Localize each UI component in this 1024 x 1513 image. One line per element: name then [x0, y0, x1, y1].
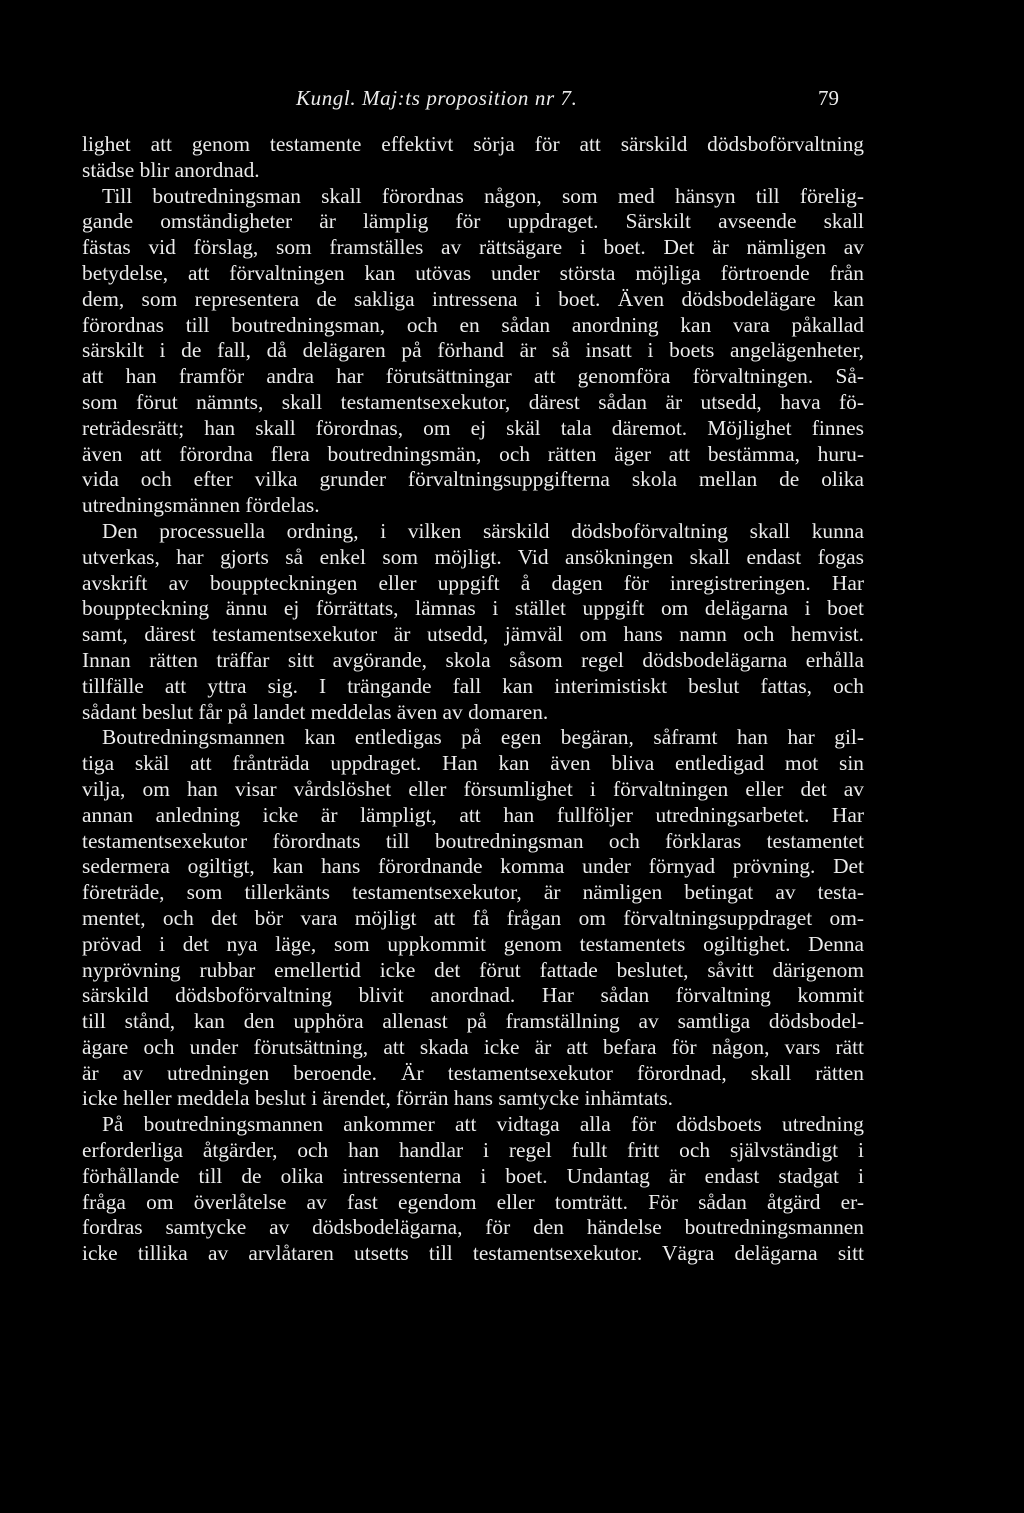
text-line: som förut nämnts, skall testamentsexekutor, därest sådan är utsedd, hava fö-	[82, 389, 864, 414]
text-line: Den processuella ordning, i vilken särskild dödsboförvaltning skall kunna	[102, 518, 864, 543]
page-number: 79	[818, 86, 839, 110]
text-line: fordras samtycke av dödsbodelägarna, för den händelse boutredningsmannen	[82, 1215, 864, 1240]
text-line: testamentsexekutor förordnats till boutredningsman och förklaras testamentet	[82, 828, 864, 853]
text-line: att han framför andra har förutsättningar att genomföra förvaltningen. Så-	[82, 364, 864, 389]
text-line: företräde, som tillerkänts testamentsexekutor, är nämligen betingat av testa-	[82, 880, 864, 905]
text-line: icke tillika av arvlåtaren utsetts till testamentsexekutor. Vägra delägarna sitt	[82, 1241, 864, 1266]
text-line: fästas vid förslag, som framställes av rättsägare i boet. Det är nämligen av	[82, 235, 864, 260]
page-header	[0, 86, 1024, 116]
text-line: gande omständigheter är lämplig för uppdraget. Särskilt avseende skall	[82, 209, 864, 234]
text-line: särskilt i de fall, då delägaren på förhand är så insatt i boets angelägenheter,	[82, 338, 864, 363]
text-line: sedermera ogiltigt, kan hans förordnande komma under förnyad prövning. Det	[82, 854, 864, 879]
text-line: lighet att genom testamente effektivt sörja för att särskild dödsboförvaltning	[82, 132, 864, 156]
text-line: nyprövning rubbar emellertid icke det förut fattade beslutet, såvitt därigenom	[82, 957, 864, 982]
text-line: betydelse, att förvaltningen kan utövas under största möjliga förtroende från	[82, 260, 864, 285]
text-line: vilja, om han visar vårdslöshet eller försumlighet i förvaltningen eller det av	[82, 776, 864, 801]
text-line: samt, därest testamentsexekutor är utsedd, jämväl om hans namn och hemvist.	[82, 622, 864, 647]
text-line: dem, som representera de sakliga intressena i boet. Även dödsbodelägare kan	[82, 286, 864, 311]
text-line: tillfälle att yttra sig. I trängande fall kan interimistiskt beslut fattas, och	[82, 673, 864, 698]
text-line: reträdesrätt; han skall förordnas, om ej skäl tala däremot. Möjlighet finnes	[82, 415, 864, 440]
text-line: Till boutredningsman skall förordnas någon, som med hänsyn till förelig-	[102, 183, 864, 208]
text-line: mentet, och det bör vara möjligt att få frågan om förvaltningsuppdraget om-	[82, 905, 864, 930]
text-line: Innan rätten träffar sitt avgörande, skola såsom regel dödsbodelägarna erhålla	[82, 647, 864, 672]
running-title: Kungl. Maj:ts proposition nr 7.	[296, 86, 578, 110]
text-line: även att förordna flera boutredningsmän, och rätten äger att bestämma, huru-	[82, 441, 864, 466]
text-line: till stånd, kan den upphöra allenast på framställning av samtliga dödsbodel-	[82, 1009, 864, 1034]
text-line: utredningsmännen fördelas.	[82, 493, 320, 518]
text-line: förordnas till boutredningsman, och en sådan anordning kan vara påkallad	[82, 312, 864, 337]
text-line: är av utredningen beroende. Är testamentsexekutor förordnad, skall rätten	[82, 1060, 864, 1085]
text-line: förhållande till de olika intressenterna i boet. Undantag är endast stadgat i	[82, 1163, 864, 1188]
text-line: annan anledning icke är lämpligt, att han fullföljer utredningsarbetet. Har	[82, 802, 864, 827]
text-line: vida och efter vilka grunder förvaltningsuppgifterna skola mellan de olika	[82, 467, 864, 492]
text-line: sådant beslut får på landet meddelas även av domaren.	[82, 699, 549, 724]
text-line: Boutredningsmannen kan entledigas på egen begäran, såframt han har gil-	[102, 725, 864, 750]
text-line: utverkas, har gjorts så enkel som möjligt. Vid ansökningen skall endast fogas	[82, 544, 864, 569]
text-line: icke heller meddela beslut i ärendet, förrän hans samtycke inhämtats.	[82, 1086, 673, 1111]
text-line: tiga skäl att frånträda uppdraget. Han kan även bliva entledigad mot sin	[82, 751, 864, 776]
text-line: erforderliga åtgärder, och han handlar i regel fullt fritt och självständigt i	[82, 1138, 864, 1163]
text-line: avskrift av bouppteckningen eller uppgift å dagen för inregistreringen. Har	[82, 570, 864, 595]
text-line: På boutredningsmannen ankommer att vidtaga alla för dödsboets utredning	[102, 1112, 864, 1137]
text-line: prövad i det nya läge, som uppkommit genom testamentets ogiltighet. Denna	[82, 931, 864, 956]
text-line: fråga om överlåtelse av fast egendom eller tomträtt. För sådan åtgärd er-	[82, 1189, 864, 1214]
text-line: bouppteckning ännu ej förrättats, lämnas i stället uppgift om delägarna i boet	[82, 596, 864, 621]
body-text	[82, 132, 864, 1267]
text-line: särskild dödsboförvaltning blivit anordnad. Har sådan förvaltning kommit	[82, 983, 864, 1008]
text-line: ägare och under förutsättning, att skada icke är att befara för någon, vars rätt	[82, 1034, 864, 1059]
text-line: städse blir anordnad.	[82, 157, 260, 182]
